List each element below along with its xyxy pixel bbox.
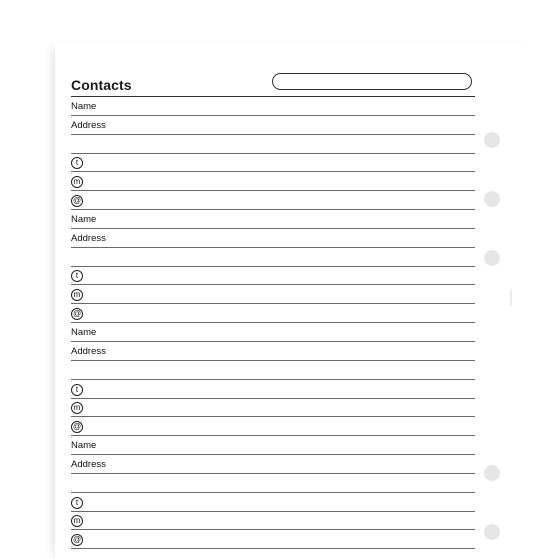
contacts-page	[55, 44, 533, 559]
name-field-label: Name	[71, 100, 97, 112]
email-field[interactable]	[71, 191, 475, 210]
phone-icon: t	[71, 497, 83, 509]
address-line-2[interactable]	[71, 361, 475, 380]
mobile-icon: m	[71, 515, 83, 527]
phone-field[interactable]	[71, 267, 475, 286]
mobile-field[interactable]	[71, 512, 475, 531]
email-icon: @	[72, 196, 82, 206]
binder-hole	[484, 191, 500, 207]
address-field-label: Address	[71, 458, 106, 470]
email-field[interactable]	[71, 530, 475, 549]
address-field-label: Address	[71, 232, 106, 244]
binder-hole	[484, 132, 500, 148]
email-field[interactable]	[71, 304, 475, 323]
binder-hole	[484, 524, 500, 540]
name-field[interactable]	[71, 97, 475, 116]
mobile-field[interactable]	[71, 399, 475, 418]
mobile-icon: m	[71, 289, 83, 301]
binder-hole	[484, 465, 500, 481]
email-field[interactable]	[71, 417, 475, 436]
phone-icon: t	[71, 157, 83, 169]
email-icon: @	[72, 422, 82, 432]
phone-field[interactable]	[71, 154, 475, 173]
phone-field[interactable]	[71, 493, 475, 512]
email-icon: @	[72, 535, 82, 545]
mobile-field[interactable]	[71, 172, 475, 191]
address-line-2[interactable]	[71, 135, 475, 154]
address-line-2[interactable]	[71, 474, 475, 493]
address-field[interactable]	[71, 116, 475, 135]
name-field[interactable]	[71, 436, 475, 455]
contact-rows	[71, 97, 475, 549]
address-field[interactable]	[71, 229, 475, 248]
email-icon: @	[72, 309, 82, 319]
name-field-label: Name	[71, 440, 97, 452]
mobile-icon: m	[71, 176, 83, 188]
mobile-icon: m	[71, 402, 83, 414]
address-field[interactable]	[71, 342, 475, 361]
name-field[interactable]	[71, 323, 475, 342]
name-field-label: Name	[71, 326, 97, 338]
name-field[interactable]	[71, 210, 475, 229]
address-field[interactable]	[71, 455, 475, 474]
mobile-field[interactable]	[71, 285, 475, 304]
address-field-label: Address	[71, 345, 106, 357]
name-field-label: Name	[71, 213, 97, 225]
binder-hole	[484, 250, 500, 266]
page-title: Contacts	[71, 77, 132, 93]
phone-icon: t	[71, 384, 83, 396]
address-field-label: Address	[71, 119, 106, 131]
title-input-box[interactable]	[272, 73, 472, 90]
address-line-2[interactable]	[71, 248, 475, 267]
page-edge-mark	[510, 290, 512, 306]
phone-field[interactable]	[71, 380, 475, 399]
phone-icon: t	[71, 270, 83, 282]
